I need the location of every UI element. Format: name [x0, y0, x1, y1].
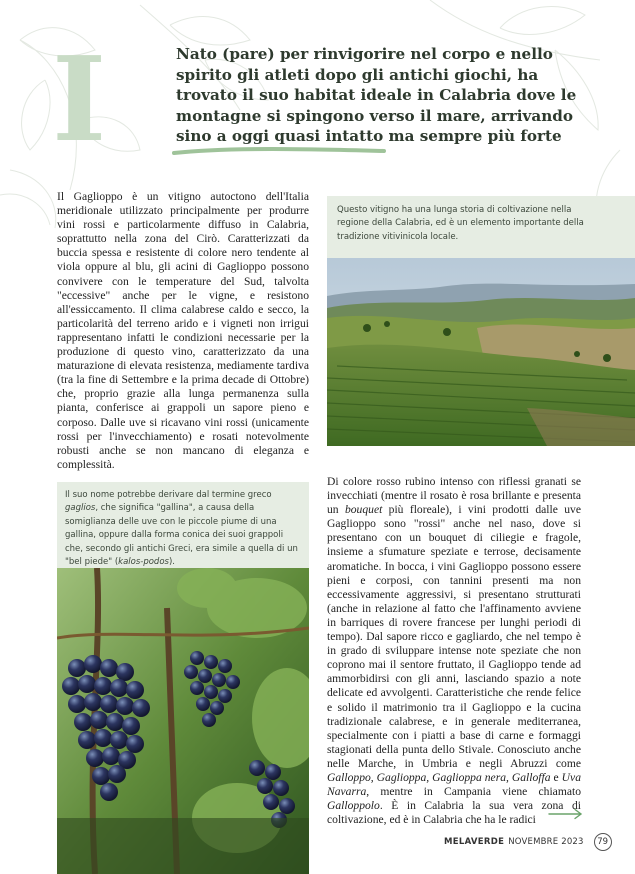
grapes-caption-text: Il suo nome potrebbe derivare dal termine greco gaglios, che significa "gallina", a causa della somiglianza delle uve con le piccole piume di una gallina, oppure dalla forma conica dei suoi grappoli che, secondo gli antichi Greci, era simile a quella di un "bel piede" (kalos-podos). [65, 490, 298, 568]
arrow-right-icon [548, 808, 584, 820]
grapes-photo [57, 568, 309, 874]
intro-text: Nato (pare) per rinvigorire nel corpo e nello spirito gli atleti dopo gli antichi giochi, ha trovato il suo habitat ideale in Calabria dove le montagne si spingono verso il mare, arrivando sino a oggi quasi intatto ma sempre più forte [176, 45, 577, 145]
vineyard-landscape-photo [327, 258, 635, 446]
drop-cap-letter: I [52, 32, 107, 168]
page-footer [444, 832, 612, 852]
magazine-brand: MELAVERDE [444, 837, 505, 847]
right-column-text: Di colore rosso rubino intenso con riflessi granati se invecchiati (mentre il rosato è rosa brillante e presenta un bouquet più floreale), i vini prodotti dalle uve Gaglioppo sono "rossi" anche nel naso, dove si presentano con un bouquet di ciliegie e fragole, insieme a sfumature speziate e terrose, decisamente aromatiche. In bocca, i vini Gaglioppo possono essere pieni e corposi, con tannini presenti ma non eccessivamente aggressivi, si presentano strutturati (anche in relazione al fatto che l'affinamento avviene in barriques di rovere francese per lunghi periodi di tempo). Dal sapore ricco e gagliardo, che nel tempo è in grado di sviluppare intense note speziate che non coprono mai il sentore fruttato, il Gaglioppo tende ad ammorbidirsi con gli anni, lasciando spazio a note delicate ed avvolgenti. Caratteristiche che rende felice e solido il matrimonio tra il Gaglioppo e la cucina tradizionale calabrese, e in generale mediterranea, specialmente con i piatti a base di carne e formaggi stagionati della punta dello Stivale. Conosciuto anche nelle Marche, in Umbria e negli Abruzzi come Galloppo, Gagliopp​a, Gaglioppa nera, Galloffa e Uva Navarra, mentre in Campania viene chiamato Galloppolo. È in Calabria la sua vera zona di coltivazione, ed è in Calabria che ha le radici [327, 475, 581, 827]
grapes-caption [57, 482, 309, 568]
intro-underline-brush [170, 141, 390, 161]
issue-date: NOVEMBRE 2023 [508, 837, 584, 847]
landscape-caption [327, 196, 635, 258]
page-number: 79 [594, 833, 612, 851]
landscape-caption-text: Questo vitigno ha una lunga storia di coltivazione nella regione della Calabria, ed è un elemento importante della tradizione vitivinicola locale. [337, 205, 584, 242]
left-column-text: Il Gaglioppo è un vitigno autoctono dell'Italia meridionale utilizzato principalmente per produrre vini rossi e particolarmente diffuso in Calabria, soprattutto nella zona del Cirò. Caratterizzati da buccia spessa e resistente di colore nero tendente al viola oppure al blu, gli acini di Gaglioppo possono convivere con le temperature del Sud, talvolta "eccessive" anche per le vigne, e resistono all'essiccamento. Il clima calabrese caldo e secco, la particolarità del terreno arido e i vigneti non irrigui rappresentano infatti le condizioni necessarie per la produzione di questo vino, caratterizzato da una maturazione di elevata resistenza, mediamente tardiva (tra la fine di Settembre e la prima decade di Ottobre) che, proprio grazie alla lunga permanenza sulla pianta, conferisce ai grappoli un sapore pieno e corposo. Dalle uve si ricavano vini rossi (unicamente rossi per l'invecchiamento) e rosati notevolmente robusti anche se non mancano di eleganza e complessità. [57, 190, 309, 471]
